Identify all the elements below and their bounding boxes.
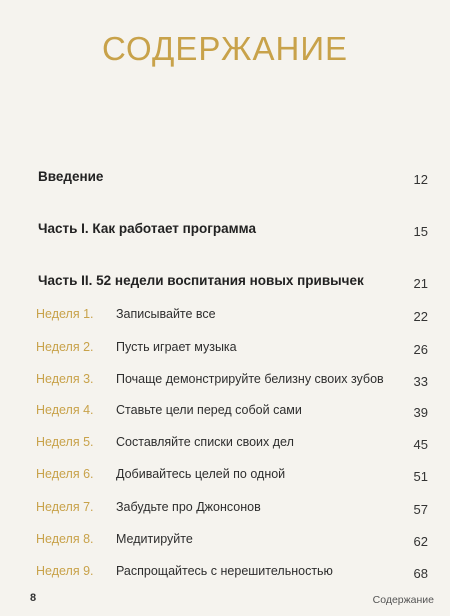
- toc-page-number: 51: [413, 469, 428, 484]
- week-label: Неделя 1.: [36, 307, 94, 321]
- week-title: Распрощайтесь с нерешительностью: [116, 564, 333, 578]
- toc-page-number: 57: [413, 502, 428, 517]
- week-title: Ставьте цели перед собой сами: [116, 403, 302, 417]
- toc-page-number: 15: [413, 224, 428, 239]
- toc-page-number: 33: [413, 374, 428, 389]
- toc-page-number: 62: [413, 534, 428, 549]
- page-title: СОДЕРЖАНИЕ: [101, 30, 349, 67]
- week-label: Неделя 6.: [36, 467, 94, 481]
- toc-page-number: 12: [413, 172, 428, 187]
- week-title: Пусть играет музыка: [116, 340, 237, 354]
- toc-page-number: 68: [413, 566, 428, 581]
- toc-section-label: Введение: [38, 169, 104, 184]
- week-title: Добивайтесь целей по одной: [116, 467, 286, 481]
- footer-running-title: Содержание: [372, 594, 434, 606]
- week-label: Неделя 5.: [36, 435, 94, 449]
- toc-section-label: Часть II. 52 недели воспитания новых привычек: [38, 273, 364, 288]
- week-title: Забудьте про Джонсонов: [116, 500, 261, 514]
- week-label: Неделя 8.: [36, 532, 94, 546]
- week-label: Неделя 3.: [36, 372, 94, 386]
- footer-page-number: 8: [30, 592, 37, 604]
- week-label: Неделя 7.: [36, 500, 94, 514]
- toc-page-number: 22: [413, 309, 428, 324]
- week-title: Записывайте все: [116, 307, 216, 321]
- toc-section-label: Часть I. Как работает программа: [38, 221, 256, 236]
- week-title: Составляйте списки своих дел: [116, 435, 294, 449]
- week-label: Неделя 4.: [36, 403, 94, 417]
- week-label: Неделя 9.: [36, 564, 94, 578]
- toc-page-number: 26: [413, 342, 428, 357]
- toc-page-number: 21: [413, 276, 428, 291]
- week-title: Медитируйте: [116, 532, 193, 546]
- week-title: Почаще демонстрируйте белизну своих зубов: [116, 372, 384, 386]
- week-label: Неделя 2.: [36, 340, 94, 354]
- toc-page-number: 39: [413, 405, 428, 420]
- toc-page-number: 45: [413, 437, 428, 452]
